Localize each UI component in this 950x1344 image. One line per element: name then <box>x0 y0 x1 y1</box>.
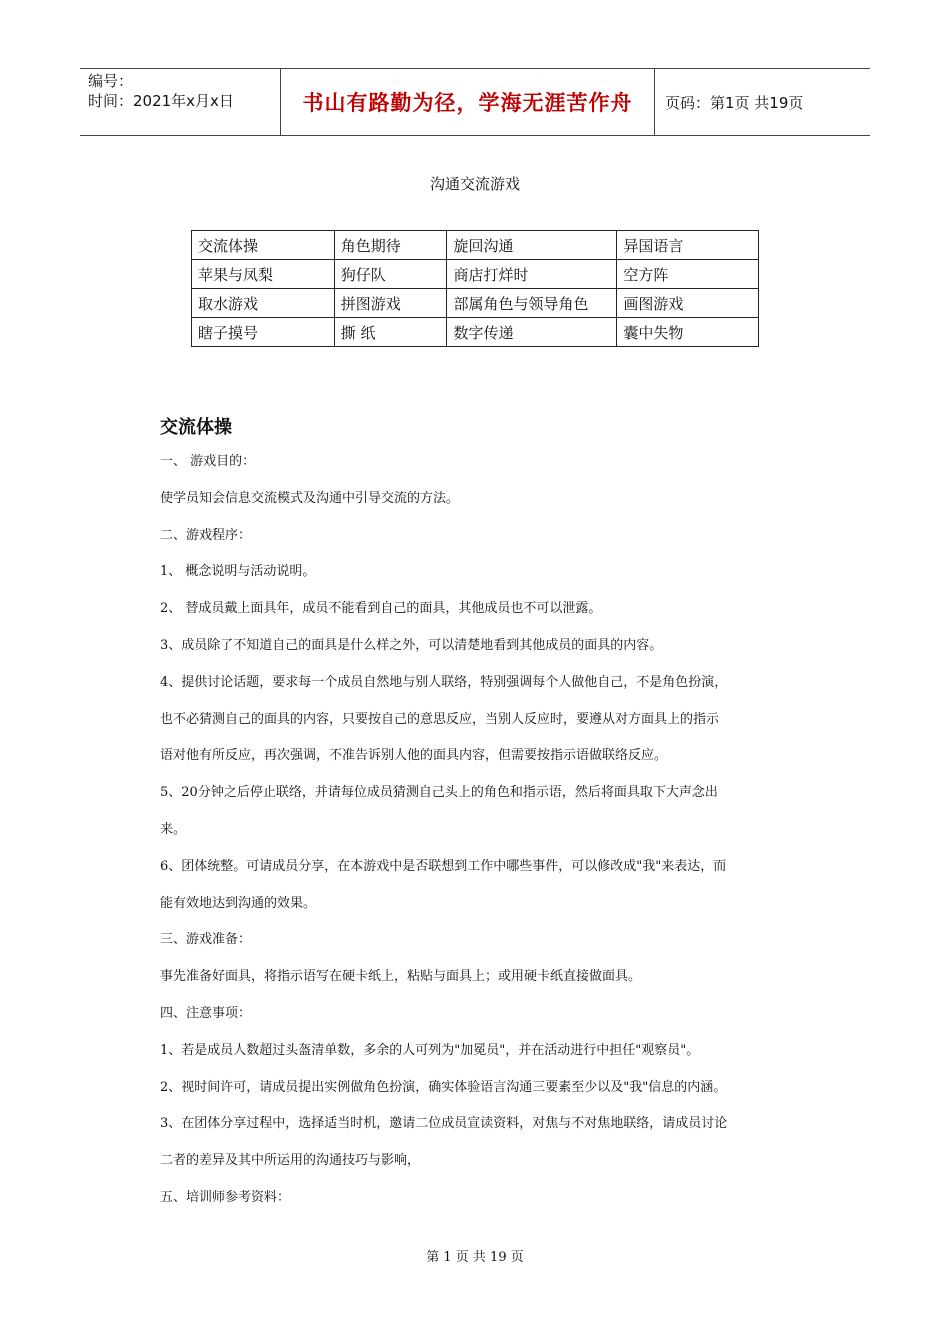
paragraph: 也不必猜测自己的面具的内容，只要按自己的意思反应，当别人反应时，要遵从对方面具上的指示 <box>160 711 720 727</box>
page-header <box>80 68 870 136</box>
table-cell: 狗仔队 <box>334 260 447 289</box>
table-row <box>192 260 759 289</box>
section-body <box>160 450 790 1223</box>
table-cell: 角色期待 <box>334 231 447 260</box>
document-number-label: 编号： <box>88 72 134 90</box>
games-table-body <box>192 231 759 347</box>
document-title: 沟通交流游戏 <box>429 175 520 193</box>
paragraph: 5、20分钟之后停止联络，并请每位成员猜测自己头上的角色和指示语，然后将面具取下大声念出 <box>160 785 718 801</box>
paragraph: 3、在团体分享过程中，选择适当时机，邀请二位成员宣读资料，对焦与不对焦地联络，请成员讨论 <box>160 1116 728 1132</box>
paragraph: 来。 <box>160 821 187 837</box>
games-table <box>191 230 759 347</box>
paragraph: 使学员知会信息交流模式及沟通中引导交流的方法。 <box>160 490 460 506</box>
paragraph: 四、注意事项： <box>160 1005 252 1021</box>
paragraph: 一、 游戏目的： <box>160 454 256 469</box>
table-cell: 部属角色与领导角色 <box>447 289 617 318</box>
table-cell: 交流体操 <box>192 231 335 260</box>
table-row <box>192 318 759 347</box>
table-cell: 画图游戏 <box>617 289 759 318</box>
paragraph: 二、游戏程序： <box>160 527 252 543</box>
section-heading: 交流体操 <box>160 417 232 438</box>
document-date-label: 时间：2021年x月x日 <box>88 92 234 110</box>
paragraph: 6、团体统整。可请成员分享，在本游戏中是否联想到工作中哪些事件，可以修改成"我"来表达，而 <box>160 858 727 874</box>
paragraph: 3、成员除了不知道自己的面具是什么样之外，可以清楚地看到其他成员的面具的内容。 <box>160 637 663 653</box>
page-footer: 第 1 页 共 19 页 <box>426 1250 524 1265</box>
paragraph: 能有效地达到沟通的效果。 <box>160 895 317 911</box>
table-cell: 数字传递 <box>447 318 617 347</box>
paragraph: 五、培训师参考资料： <box>160 1189 291 1205</box>
table-cell: 撕 纸 <box>334 318 447 347</box>
table-cell: 囊中失物 <box>617 318 759 347</box>
table-cell: 瞎子摸号 <box>192 318 335 347</box>
paragraph: 语对他有所反应，再次强调，不准告诉别人他的面具内容，但需要按指示语做联络反应。 <box>160 748 668 764</box>
paragraph: 2、视时间许可，请成员提出实例做角色扮演，确实体验语言沟通三要素至少以及"我"信息的内涵。 <box>160 1079 727 1095</box>
paragraph: 二者的差异及其中所运用的沟通技巧与影响， <box>160 1153 421 1169</box>
table-row <box>192 289 759 318</box>
paragraph: 1、若是成员人数超过头盔清单数，多余的人可列为"加冕员"，并在活动进行中担任"观察员"。 <box>160 1042 700 1058</box>
table-cell: 异国语言 <box>617 231 759 260</box>
table-cell: 旋回沟通 <box>447 231 617 260</box>
paragraph: 4、提供讨论话题，要求每一个成员自然地与别人联络，特别强调每个人做他自己，不是角色扮演， <box>160 674 728 690</box>
table-cell: 取水游戏 <box>192 289 335 318</box>
header-page-info: 页码：第1页 共19页 <box>665 93 804 112</box>
header-motto: 书山有路勤为径，学海无涯苦作舟 <box>281 69 655 135</box>
paragraph: 1、 概念说明与活动说明。 <box>160 564 316 580</box>
table-cell: 苹果与凤梨 <box>192 260 335 289</box>
table-cell: 商店打烊时 <box>447 260 617 289</box>
table-row <box>192 231 759 260</box>
paragraph: 三、游戏准备： <box>160 932 252 948</box>
table-cell: 空方阵 <box>617 260 759 289</box>
paragraph: 事先准备好面具，将指示语写在硬卡纸上，粘贴与面具上；或用硬卡纸直接做面具。 <box>160 969 642 985</box>
paragraph: 2、 替成员戴上面具年，成员不能看到自己的面具，其他成员也不可以泄露。 <box>160 601 602 617</box>
table-cell: 拼图游戏 <box>334 289 447 318</box>
header-meta <box>80 69 281 135</box>
